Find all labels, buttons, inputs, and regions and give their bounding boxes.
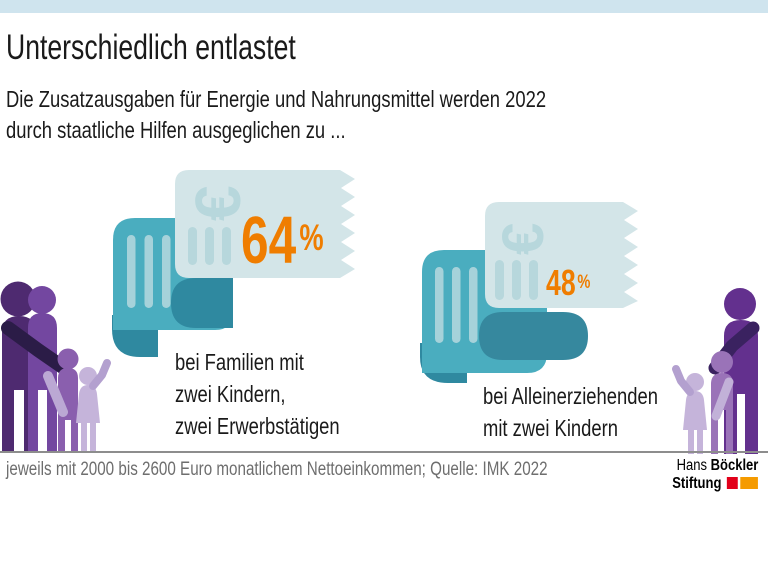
source-note — [6, 459, 683, 481]
percent-value: 64 — [241, 203, 297, 278]
banknote-fold — [479, 312, 588, 360]
top-accent-bar — [0, 0, 768, 13]
logo-hans: Hans — [676, 457, 707, 474]
percent-unit: % — [299, 217, 324, 259]
stat-label-line: zwei Kindern, — [175, 381, 286, 407]
subtitle-line-1: Die Zusatzausgaben für Energie und Nahrungsmittel werden 2022 — [6, 86, 547, 112]
subtitle-line-2: durch staatliche Hilfen ausgeglichen zu ... — [6, 117, 346, 143]
logo-mark-red — [727, 477, 738, 489]
euro-icon: € — [182, 185, 254, 221]
scroll-bar — [452, 267, 461, 343]
banknote-illustration-singleparents — [415, 195, 665, 395]
stat-value-singleparents — [546, 262, 606, 303]
child-head — [58, 349, 79, 370]
divider-line — [0, 451, 768, 453]
stat-label-families — [175, 346, 381, 442]
family-right-icon — [660, 278, 768, 454]
percent-unit: % — [577, 271, 591, 294]
small-child-leg — [90, 423, 96, 452]
note-bar — [222, 227, 231, 265]
note-bar — [512, 260, 521, 300]
scroll-bar — [435, 267, 444, 343]
scroll-bar — [162, 235, 171, 308]
stat-value-families — [241, 203, 353, 278]
brand-logo — [656, 457, 758, 492]
small-child-dress — [76, 385, 100, 423]
logo-stiftung: Stiftung — [672, 474, 722, 492]
note-bar — [205, 227, 214, 265]
adult-head — [724, 288, 756, 320]
scroll-bar — [145, 235, 154, 308]
note-bar — [529, 260, 538, 300]
banknote-fold — [171, 278, 233, 328]
stat-label-line: mit zwei Kindern — [483, 415, 618, 441]
page-title — [6, 30, 387, 67]
euro-icon: € — [491, 222, 556, 255]
logo-line-1 — [676, 457, 758, 475]
scroll-bar — [127, 235, 136, 308]
stat-label-line: zwei Erwerbstätigen — [175, 413, 340, 439]
note-bar — [188, 227, 197, 265]
source-note-text: jeweils mit 2000 bis 2600 Euro monatlichem Nettoeinkommen; Quelle: IMK 2022 — [6, 459, 548, 480]
child-head — [711, 351, 733, 373]
logo-boeckler: Böckler — [710, 457, 758, 474]
adult-head — [28, 286, 56, 314]
stat-label-line: bei Familien mit — [175, 349, 304, 375]
logo-mark-orange — [740, 477, 758, 489]
note-bar — [495, 260, 504, 300]
page-subtitle — [6, 84, 681, 146]
small-child-leg — [81, 423, 87, 452]
family-left-icon — [0, 268, 115, 454]
stat-label-line: bei Alleinerziehenden — [483, 383, 658, 409]
small-child-dress — [683, 391, 707, 430]
percent-value: 48 — [546, 262, 576, 303]
page-title-text: Unterschiedlich entlastet — [6, 28, 296, 67]
logo-line-2 — [673, 475, 758, 493]
scroll-bar — [469, 267, 478, 343]
